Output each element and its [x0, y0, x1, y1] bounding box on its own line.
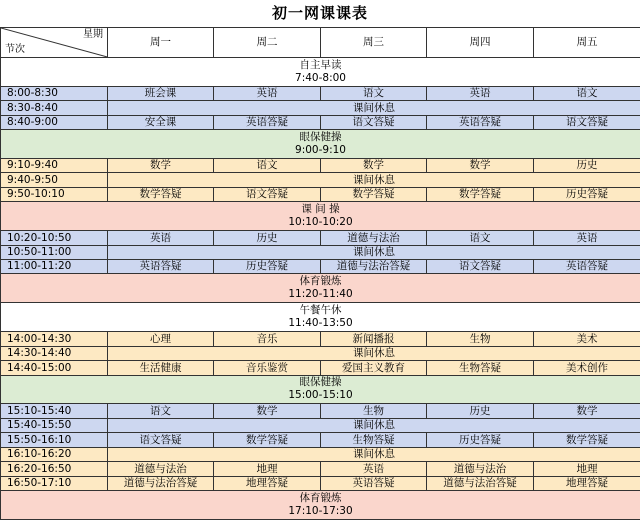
class-row: [1, 187, 640, 201]
subject-cell: 数学答疑: [427, 187, 534, 201]
activity-band-row: [1, 57, 640, 86]
class-row: [1, 433, 640, 447]
period-time: 8:40-9:00: [1, 115, 108, 129]
class-row: [1, 361, 640, 375]
activity-name: 自主早读: [299, 58, 342, 71]
activity-name: 体育锻炼: [299, 491, 342, 504]
class-row: [1, 260, 640, 274]
activity-name: 眼保健操: [299, 130, 342, 143]
subject-cell: 新闻播报: [321, 332, 427, 346]
subject-cell: 安全课: [108, 115, 214, 129]
activity-time: 11:40-13:50: [288, 317, 353, 330]
subject-cell: 数学答疑: [214, 433, 321, 447]
page-title: 初一网课课表: [271, 4, 368, 22]
activity-time: 15:00-15:10: [288, 389, 353, 402]
activity-name: 午餐午休: [299, 304, 342, 317]
period-time: 14:30-14:40: [1, 346, 108, 360]
subject-cell: 美术创作: [534, 361, 640, 375]
period-time: 15:50-16:10: [1, 433, 108, 447]
activity-band: [1, 130, 640, 159]
subject-cell: 数学: [108, 158, 214, 172]
activity-band-row: [1, 303, 640, 332]
break-label: 课间休息: [108, 447, 640, 461]
activity-band-row: [1, 274, 640, 303]
period-time: 15:10-15:40: [1, 404, 108, 418]
subject-cell: 英语答疑: [534, 260, 640, 274]
break-row: [1, 101, 640, 115]
class-row: [1, 332, 640, 346]
activity-band-row: [1, 130, 640, 159]
subject-cell: 生物: [427, 332, 534, 346]
subject-cell: 生活健康: [108, 361, 214, 375]
break-row: [1, 346, 640, 360]
activity-band-row: [1, 375, 640, 404]
activity-band-row: [1, 202, 640, 231]
break-label: 课间休息: [108, 245, 640, 259]
schedule-table: [0, 27, 640, 520]
subject-cell: 语文: [321, 86, 427, 100]
subject-cell: 数学答疑: [321, 187, 427, 201]
subject-cell: 美术: [534, 332, 640, 346]
period-axis-label: 节次: [5, 43, 25, 55]
class-row: [1, 476, 640, 490]
subject-cell: 地理答疑: [214, 476, 321, 490]
day-header: 周三: [321, 28, 427, 58]
activity-band: [1, 303, 640, 332]
subject-cell: 道德与法治: [427, 462, 534, 476]
header-row: [1, 28, 640, 58]
subject-cell: 班会课: [108, 86, 214, 100]
subject-cell: 语文: [108, 404, 214, 418]
day-header: 周一: [108, 28, 214, 58]
subject-cell: 历史: [534, 158, 640, 172]
weekday-axis-label: 星期: [83, 29, 103, 40]
subject-cell: 数学: [321, 158, 427, 172]
subject-cell: 英语: [427, 86, 534, 100]
subject-cell: 英语: [108, 231, 214, 245]
subject-cell: 音乐鉴赏: [214, 361, 321, 375]
subject-cell: 语文: [427, 231, 534, 245]
schedule-body: [1, 28, 640, 520]
subject-cell: 语文答疑: [427, 260, 534, 274]
subject-cell: 地理答疑: [534, 476, 640, 490]
subject-cell: 英语答疑: [108, 260, 214, 274]
period-time: 16:20-16:50: [1, 462, 108, 476]
subject-cell: 语文: [214, 158, 321, 172]
day-header: 周四: [427, 28, 534, 58]
break-label: 课间休息: [108, 346, 640, 360]
break-label: 课间休息: [108, 101, 640, 115]
break-row: [1, 173, 640, 187]
subject-cell: 道德与法治: [108, 462, 214, 476]
activity-time: 7:40-8:00: [295, 71, 346, 84]
subject-cell: 语文答疑: [108, 433, 214, 447]
activity-band-row: [1, 491, 640, 520]
subject-cell: 历史答疑: [214, 260, 321, 274]
period-time: 8:30-8:40: [1, 101, 108, 115]
subject-cell: 道德与法治答疑: [321, 260, 427, 274]
subject-cell: 道德与法治: [321, 231, 427, 245]
subject-cell: 英语: [214, 86, 321, 100]
period-time: 15:40-15:50: [1, 418, 108, 432]
subject-cell: 英语答疑: [214, 115, 321, 129]
subject-cell: 历史答疑: [534, 187, 640, 201]
break-label: 课间休息: [108, 173, 640, 187]
subject-cell: 数学: [427, 158, 534, 172]
class-row: [1, 231, 640, 245]
break-row: [1, 418, 640, 432]
period-time: 11:00-11:20: [1, 260, 108, 274]
class-row: [1, 158, 640, 172]
period-time: 16:50-17:10: [1, 476, 108, 490]
class-row: [1, 115, 640, 129]
subject-cell: 生物: [321, 404, 427, 418]
subject-cell: 语文答疑: [534, 115, 640, 129]
activity-time: 17:10-17:30: [288, 505, 353, 518]
subject-cell: 语文答疑: [321, 115, 427, 129]
period-time: 8:00-8:30: [1, 86, 108, 100]
subject-cell: 语文: [534, 86, 640, 100]
break-row: [1, 447, 640, 461]
activity-band: [1, 274, 640, 303]
subject-cell: 英语答疑: [321, 476, 427, 490]
period-time: 10:20-10:50: [1, 231, 108, 245]
break-row: [1, 245, 640, 259]
subject-cell: 数学答疑: [534, 433, 640, 447]
subject-cell: 数学: [214, 404, 321, 418]
subject-cell: 音乐: [214, 332, 321, 346]
subject-cell: 历史答疑: [427, 433, 534, 447]
subject-cell: 英语: [534, 231, 640, 245]
activity-name: 课 间 操: [301, 203, 340, 216]
activity-band: [1, 375, 640, 404]
period-time: 9:10-9:40: [1, 158, 108, 172]
activity-name: 眼保健操: [299, 376, 342, 389]
corner-cell: [1, 28, 108, 58]
period-time: 14:00-14:30: [1, 332, 108, 346]
subject-cell: 历史: [214, 231, 321, 245]
subject-cell: 道德与法治答疑: [108, 476, 214, 490]
subject-cell: 语文答疑: [214, 187, 321, 201]
subject-cell: 英语: [321, 462, 427, 476]
period-time: 16:10-16:20: [1, 447, 108, 461]
day-header: 周五: [534, 28, 640, 58]
class-row: [1, 462, 640, 476]
activity-band: [1, 202, 640, 231]
class-row: [1, 86, 640, 100]
class-row: [1, 404, 640, 418]
subject-cell: 心理: [108, 332, 214, 346]
activity-band: [1, 491, 640, 520]
subject-cell: 数学: [534, 404, 640, 418]
activity-name: 体育锻炼: [299, 275, 342, 288]
period-time: 9:40-9:50: [1, 173, 108, 187]
activity-time: 10:10-10:20: [288, 216, 353, 229]
subject-cell: 数学答疑: [108, 187, 214, 201]
period-time: 9:50-10:10: [1, 187, 108, 201]
break-label: 课间休息: [108, 418, 640, 432]
subject-cell: 道德与法治答疑: [427, 476, 534, 490]
activity-time: 9:00-9:10: [295, 144, 346, 157]
subject-cell: 生物答疑: [427, 361, 534, 375]
subject-cell: 历史: [427, 404, 534, 418]
activity-band: [1, 57, 640, 86]
subject-cell: 地理: [214, 462, 321, 476]
day-header: 周二: [214, 28, 321, 58]
subject-cell: 地理: [534, 462, 640, 476]
period-time: 14:40-15:00: [1, 361, 108, 375]
period-time: 10:50-11:00: [1, 245, 108, 259]
subject-cell: 爱国主义教育: [321, 361, 427, 375]
activity-time: 11:20-11:40: [288, 288, 353, 301]
subject-cell: 生物答疑: [321, 433, 427, 447]
subject-cell: 英语答疑: [427, 115, 534, 129]
